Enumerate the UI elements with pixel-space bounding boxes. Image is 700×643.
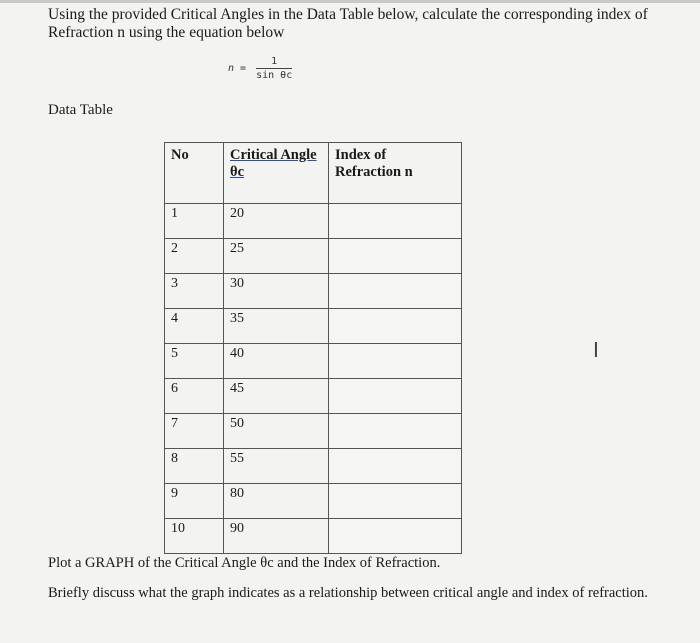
cell-angle: 80 xyxy=(224,484,329,519)
table-row xyxy=(165,309,462,344)
text-cursor-icon: I xyxy=(593,338,599,362)
cell-index[interactable] xyxy=(329,379,462,414)
cell-index[interactable] xyxy=(329,239,462,274)
cell-no: 10 xyxy=(165,519,224,554)
formula-denominator: sin θc xyxy=(256,70,293,81)
header-index-line2: Refraction n xyxy=(335,164,413,180)
plot-instruction: Plot a GRAPH of the Critical Angle θc and the Index of Refraction. xyxy=(48,555,441,571)
cell-no: 2 xyxy=(165,239,224,274)
discussion-prompt: Briefly discuss what the graph indicates as a relationship between critical angle and index of refraction. xyxy=(48,585,648,601)
formula-fraction xyxy=(256,56,292,81)
intro-line-2: Refraction n using the equation below xyxy=(48,24,285,41)
header-critical-angle-symbol: θc xyxy=(230,164,245,180)
cell-index[interactable] xyxy=(329,204,462,239)
data-table xyxy=(164,142,462,554)
formula-numerator: 1 xyxy=(256,56,292,69)
header-index-of-refraction xyxy=(329,143,462,204)
cell-angle: 90 xyxy=(224,519,329,554)
header-index-line1: Index of xyxy=(335,147,387,163)
header-no: No xyxy=(165,143,224,204)
cell-angle: 35 xyxy=(224,309,329,344)
cell-index[interactable] xyxy=(329,519,462,554)
cell-no: 3 xyxy=(165,274,224,309)
table-row xyxy=(165,204,462,239)
cell-angle: 40 xyxy=(224,344,329,379)
cell-no: 6 xyxy=(165,379,224,414)
table-row xyxy=(165,344,462,379)
intro-text xyxy=(48,6,688,42)
cell-angle: 45 xyxy=(224,379,329,414)
cell-index[interactable] xyxy=(329,344,462,379)
cell-no: 4 xyxy=(165,309,224,344)
cell-index[interactable] xyxy=(329,449,462,484)
page-top-edge xyxy=(0,0,700,3)
cell-index[interactable] xyxy=(329,484,462,519)
header-critical-angle xyxy=(224,143,329,204)
formula-lhs: n = xyxy=(228,63,247,74)
cell-index[interactable] xyxy=(329,309,462,344)
cell-angle: 55 xyxy=(224,449,329,484)
cell-angle: 25 xyxy=(224,239,329,274)
cell-no: 9 xyxy=(165,484,224,519)
table-row xyxy=(165,414,462,449)
table-row xyxy=(165,484,462,519)
data-table-label: Data Table xyxy=(48,102,113,118)
cell-index[interactable] xyxy=(329,274,462,309)
cell-index[interactable] xyxy=(329,414,462,449)
cell-angle: 20 xyxy=(224,204,329,239)
header-critical-angle-line1: Critical Angle xyxy=(230,147,317,163)
table-row xyxy=(165,379,462,414)
cell-angle: 50 xyxy=(224,414,329,449)
cell-no: 5 xyxy=(165,344,224,379)
cell-no: 7 xyxy=(165,414,224,449)
cell-angle: 30 xyxy=(224,274,329,309)
table-header-row xyxy=(165,143,462,204)
cell-no: 8 xyxy=(165,449,224,484)
table-row xyxy=(165,239,462,274)
cell-no: 1 xyxy=(165,204,224,239)
table-row xyxy=(165,449,462,484)
table-row xyxy=(165,274,462,309)
refraction-formula xyxy=(228,56,292,81)
table-row xyxy=(165,519,462,554)
intro-line-1: Using the provided Critical Angles in the Data Table below, calculate the corresponding index of xyxy=(48,6,648,23)
